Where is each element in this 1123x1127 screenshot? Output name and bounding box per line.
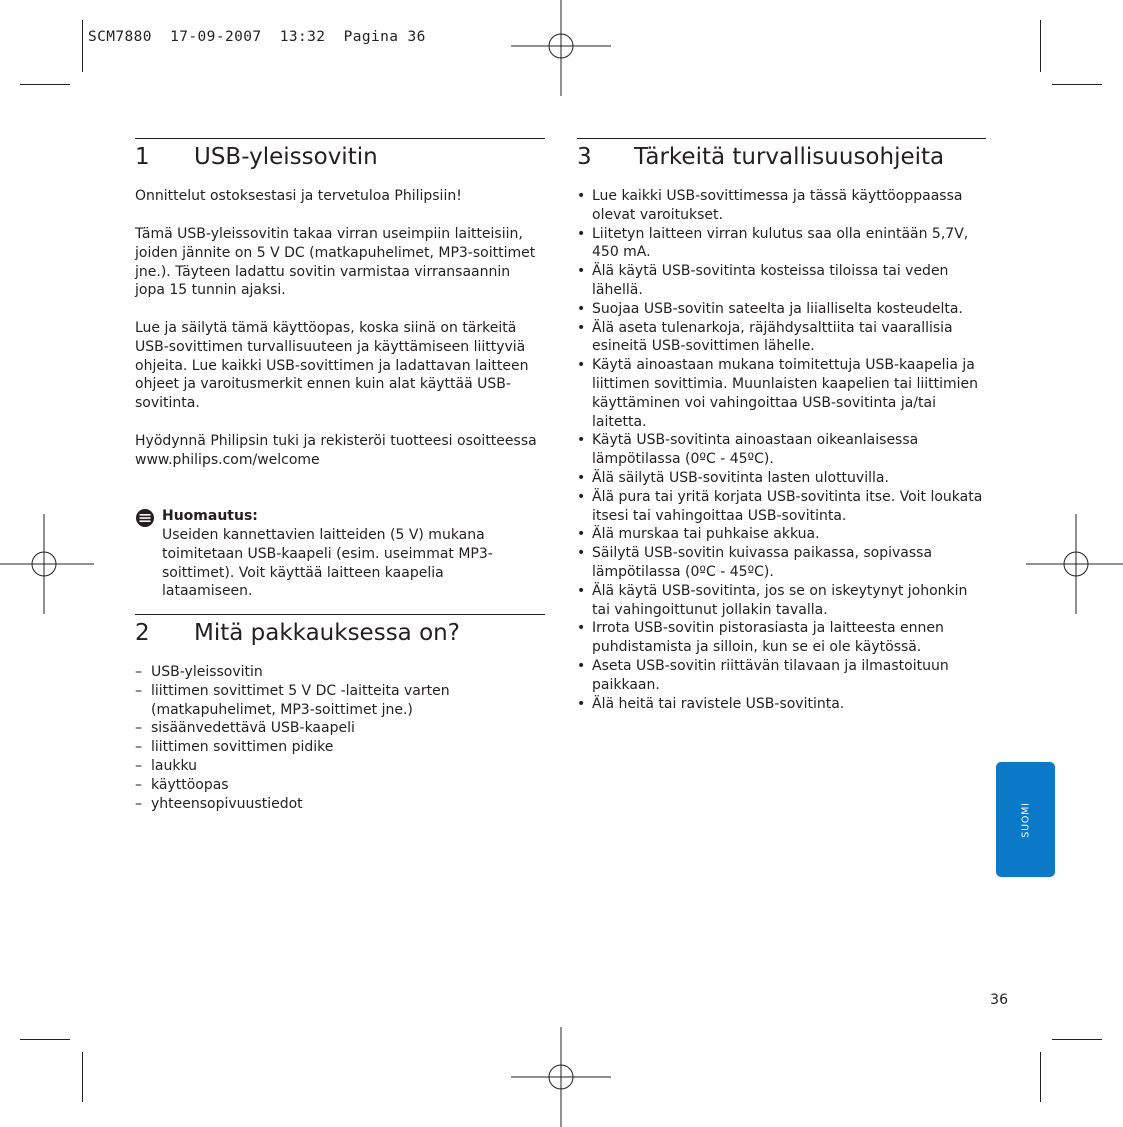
list-item: • Säilytä USB-sovitin kuivassa paikassa, sopivassa lämpötilassa (0ºC - 45ºC). — [576, 544, 988, 582]
list-item: • Irrota USB-sovitin pistorasiasta ja laitteesta ennen puhdistamista ja silloin, kun se ei ole käytössä. — [576, 619, 988, 657]
registration-mark-icon — [511, 0, 611, 96]
crop-mark — [82, 1052, 83, 1102]
safety-instructions-list — [576, 187, 988, 713]
list-item: • Älä pura tai yritä korjata USB-sovitinta itse. Voit loukata itsesi tai vahingoittaa USB-sovitinta. — [576, 488, 988, 526]
read-instructions-paragraph: Lue ja säilytä tämä käyttöopas, koska siinä on tärkeitä USB-sovittimen turvallisuuteen ja käyttämiseen liittyviä ohjeita. Lue kaikki USB-sovittimen ja ladattavan laitteen ohjeet ja varoitusmerkit ennen kuin alat käyttää USB-sovitinta. — [135, 320, 529, 412]
list-item: • Liitetyn laitteen virran kulutus saa olla enintään 5,7V, 450 mA. — [576, 225, 988, 263]
language-tab-label: SUOMI — [1020, 801, 1031, 838]
list-item: • Älä murskaa tai puhkaise akkua. — [576, 525, 988, 544]
registration-paragraph: Hyödynnä Philipsin tuki ja rekisteröi tuotteesi osoitteessa www.philips.com/welcome — [135, 433, 537, 468]
package-contents-list — [135, 663, 475, 813]
product-description-paragraph: Tämä USB-yleissovitin takaa virran useimpiin laitteisiin, joiden jännite on 5 V DC (matkapuhelimet, MP3-soittimet jne.). Täyteen ladattu sovitin varmistaa virransaannin jopa 15 tunnin ajaksi. — [135, 226, 536, 299]
list-item: – liittimen sovittimet 5 V DC -laitteita varten (matkapuhelimet, MP3-soittimet jne.) — [135, 682, 475, 720]
section-1-title: USB-yleissovitin — [194, 144, 378, 170]
section-2-title: Mitä pakkauksessa on? — [194, 620, 460, 646]
crop-mark — [1040, 1052, 1041, 1102]
crop-mark — [82, 20, 83, 72]
section-3-rule — [577, 138, 986, 139]
section-1-rule — [135, 138, 545, 139]
list-item: – laukku — [135, 757, 475, 776]
page-number: 36 — [990, 992, 1008, 1008]
list-item: • Älä heitä tai ravistele USB-sovitinta. — [576, 695, 988, 714]
section-2-number: 2 — [135, 620, 150, 646]
crop-mark — [1052, 84, 1102, 85]
list-item: – USB-yleissovitin — [135, 663, 475, 682]
list-item: • Älä käytä USB-sovitinta, jos se on iskeytynyt johonkin tai vahingoittunut jollakin tavalla. — [576, 582, 988, 620]
registration-mark-icon — [1026, 514, 1123, 614]
registration-mark-icon — [0, 514, 94, 614]
note-title: Huomautus: — [162, 508, 258, 524]
list-item: • Käytä ainoastaan mukana toimitettuja USB-kaapelia ja liittimen sovittimia. Muunlaisten kaapelien tai liittimien käyttäminen voi vahingoittaa USB-sovitinta ja/tai laitetta. — [576, 356, 988, 431]
list-item: • Suojaa USB-sovitin sateelta ja liialliselta kosteudelta. — [576, 300, 988, 319]
list-item: • Älä aseta tulenarkoja, räjähdysalttiita tai vaarallisia esineitä USB-sovittimen lähelle. — [576, 319, 988, 357]
note-text: Useiden kannettavien laitteiden (5 V) mukana toimitetaan USB-kaapeli (esim. useimmat MP3-soittimet). Voit käyttää laitteen kaapelia lataamiseen. — [162, 527, 493, 600]
section-3-title: Tärkeitä turvallisuusohjeita — [634, 144, 945, 170]
list-item: • Lue kaikki USB-sovittimessa ja tässä käyttöoppaassa olevat varoitukset. — [576, 187, 988, 225]
intro-paragraph: Onnittelut ostoksestasi ja tervetuloa Philipsiin! — [135, 188, 462, 204]
section-2-rule — [135, 614, 545, 615]
list-item: • Käytä USB-sovitinta ainoastaan oikeanlaisessa lämpötilassa (0ºC - 45ºC). — [576, 431, 988, 469]
print-slug-line: SCM7880 17-09-2007 13:32 Pagina 36 — [88, 29, 426, 45]
crop-mark — [20, 1039, 70, 1040]
list-item: • Älä käytä USB-sovitinta kosteissa tiloissa tai veden lähellä. — [576, 262, 988, 300]
language-tab — [996, 762, 1055, 877]
list-item: – yhteensopivuustiedot — [135, 795, 475, 814]
list-item: – käyttöopas — [135, 776, 475, 795]
crop-mark — [1052, 1039, 1102, 1040]
note-icon — [135, 508, 155, 528]
list-item: – liittimen sovittimen pidike — [135, 738, 475, 757]
section-3-number: 3 — [577, 144, 592, 170]
list-item: • Aseta USB-sovitin riittävän tilavaan ja ilmastoituun paikkaan. — [576, 657, 988, 695]
registration-mark-icon — [511, 1027, 611, 1127]
list-item: – sisäänvedettävä USB-kaapeli — [135, 719, 475, 738]
crop-mark — [1040, 20, 1041, 72]
list-item: • Älä säilytä USB-sovitinta lasten ulottuvilla. — [576, 469, 988, 488]
section-1-number: 1 — [135, 144, 150, 170]
crop-mark — [20, 84, 70, 85]
